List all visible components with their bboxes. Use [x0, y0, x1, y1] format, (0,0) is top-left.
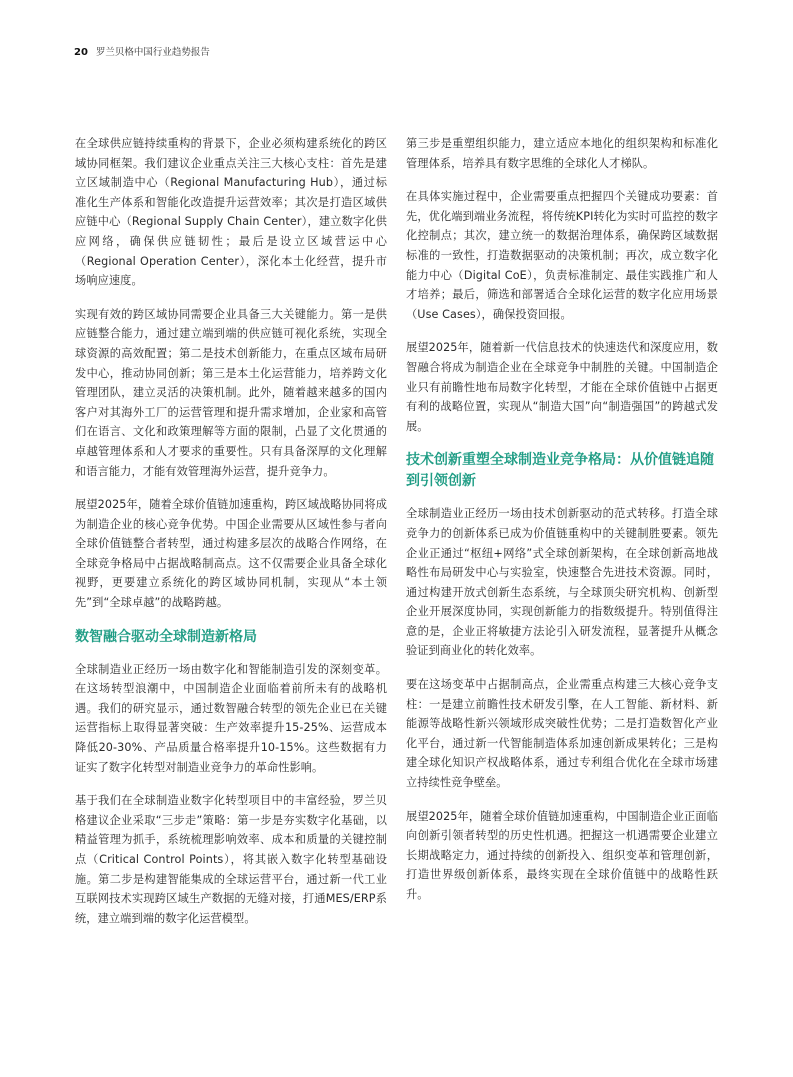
- page-number: 20: [74, 47, 88, 58]
- paragraph: 展望2025年，随着全球价值链加速重构，中国制造企业正面临向创新引领者转型的历史性机遇。把握这一机遇需要企业建立长期战略定力，通过持续的创新投入、组织变革和管理创新，打造世界级创新体系，最终实现在全球价值链中的战略性跃升。: [406, 809, 718, 901]
- section-heading: 技术创新重塑全球制造业竞争格局：从价值链追随到引领创新: [406, 452, 714, 490]
- right-column: [406, 134, 718, 919]
- report-title: 罗兰贝格中国行业趋势报告: [95, 47, 210, 58]
- page-header: [74, 44, 210, 58]
- paragraph: 展望2025年，随着新一代信息技术的快速迭代和深度应用，数智融合将成为制造企业在全球竞争中制胜的关键。中国制造企业只有前瞻性地布局数字化转型，才能在全球价值链中占据更有利的战略位置，实现从“制造大国”向“制造强国”的跨越式发展。: [406, 341, 718, 433]
- paragraph: 在具体实施过程中，企业需要重点把握四个关键成功要素：首先，优化端到端业务流程，将传统KPI转化为实时可监控的数字化控制点；其次，建立统一的数据治理体系，确保跨区域数据标准的一致性，打造数据驱动的决策机制；再次，成立数字化能力中心（Digital CoE），负责标准制定、最佳实践推广和人才培养；最后，筛选和部署适合全球化运营的数字化应用场景（Use Cases），确保投资回报。: [406, 190, 718, 321]
- paragraph: 实现有效的跨区域协同需要企业具备三大关键能力。第一是供应链整合能力，通过建立端到端的供应链可视化系统，实现全球资源的高效配置；第二是技术创新能力，在重点区域布局研发中心，推动协同创新；第三是本土化运营能力，培养跨文化管理团队，建立灵活的决策机制。此外，随着越来越多的国内客户对其海外工厂的运营管理和提升需求增加，企业家和高管们在语言、文化和政策理解等方面的限制，凸显了文化贯通的卓越管理体系和人才要求的重要性。只有具备深厚的文化理解和语言能力，才能有效管理海外运营，提升竞争力。: [75, 307, 387, 478]
- paragraph: 在全球供应链持续重构的背景下，企业必须构建系统化的跨区域协同框架。我们建议企业重点关注三大核心支柱：首先是建立区域制造中心（Regional Manufacturing Hub），通过标准化生产体系和智能化改造提升运营效率；其次是打造区域供应链中心（Regional Supply Chain Center），建立数字化供应网络，确保供应链韧性；最后是设立区域营运中心（Regional Operation Center），深化本土化经营，提升市场响应速度。: [75, 137, 387, 288]
- paragraph: 第三步是重塑组织能力，建立适应本地化的组织架构和标准化管理体系，培养具有数字思维的全球化人才梯队。: [406, 137, 718, 170]
- paragraph: 展望2025年，随着全球价值链加速重构，跨区域战略协同将成为制造企业的核心竞争优势。中国企业需要从区域性参与者向全球价值链整合者转型，通过构建多层次的战略合作网络，在全球竞争格局中占据战略制高点。这不仅需要企业具备全球化视野，更要建立系统化的跨区域协同机制，实现从“本土领先”到“全球卓越”的战略跨越。: [75, 498, 387, 610]
- left-column: [75, 134, 387, 942]
- paragraph: 基于我们在全球制造业数字化转型项目中的丰富经验，罗兰贝格建议企业采取“三步走”策略：第一步是夯实数字化基础，以精益管理为抓手，系统梳理影响效率、成本和质量的关键控制点（Critical Control Points），将其嵌入数字化转型基础设施。第二步是构建智能集成的全球运营平台，通过新一代工业互联网技术实现跨区域生产数据的无缝对接，打通MES/ERP系统，建立端到端的数字化运营模型。: [75, 794, 387, 925]
- paragraph: 全球制造业正经历一场由技术创新驱动的范式转移。打造全球竞争力的创新体系已成为价值链重构中的关键制胜要素。领先企业正通过“枢纽+网络”式全球创新架构，在全球创新高地战略性布局研发中心与实验室，快速整合先进技术资源。同时，通过构建开放式创新生态系统，与全球顶尖研究机构、创新型企业开展深度协同，实现创新能力的指数级提升。特别值得注意的是，企业正将敏捷方法论引入研发流程，显著提升从概念验证到商业化的转化效率。: [406, 507, 718, 658]
- paragraph: 全球制造业正经历一场由数字化和智能制造引发的深刻变革。在这场转型浪潮中，中国制造企业面临着前所未有的战略机遇。我们的研究显示，通过数智融合转型的领先企业已在关键运营指标上取得显著突破：生产效率提升15-25%、运营成本降低20-30%、产品质量合格率提升10-15%。这些数据有力证实了数字化转型对制造业竞争力的革命性影响。: [75, 662, 387, 774]
- section-heading: 数智融合驱动全球制造新格局: [75, 628, 257, 645]
- paragraph: 要在这场变革中占据制高点，企业需重点构建三大核心竞争支柱：一是建立前瞻性技术研发引擎，在人工智能、新材料、新能源等战略性新兴领域形成突破性优势；二是打造数智化产业化平台，通过新一代智能制造体系加速创新成果转化；三是构建全球化知识产权战略体系，通过专利组合优化在全球市场建立持续性竞争壁垒。: [406, 678, 718, 790]
